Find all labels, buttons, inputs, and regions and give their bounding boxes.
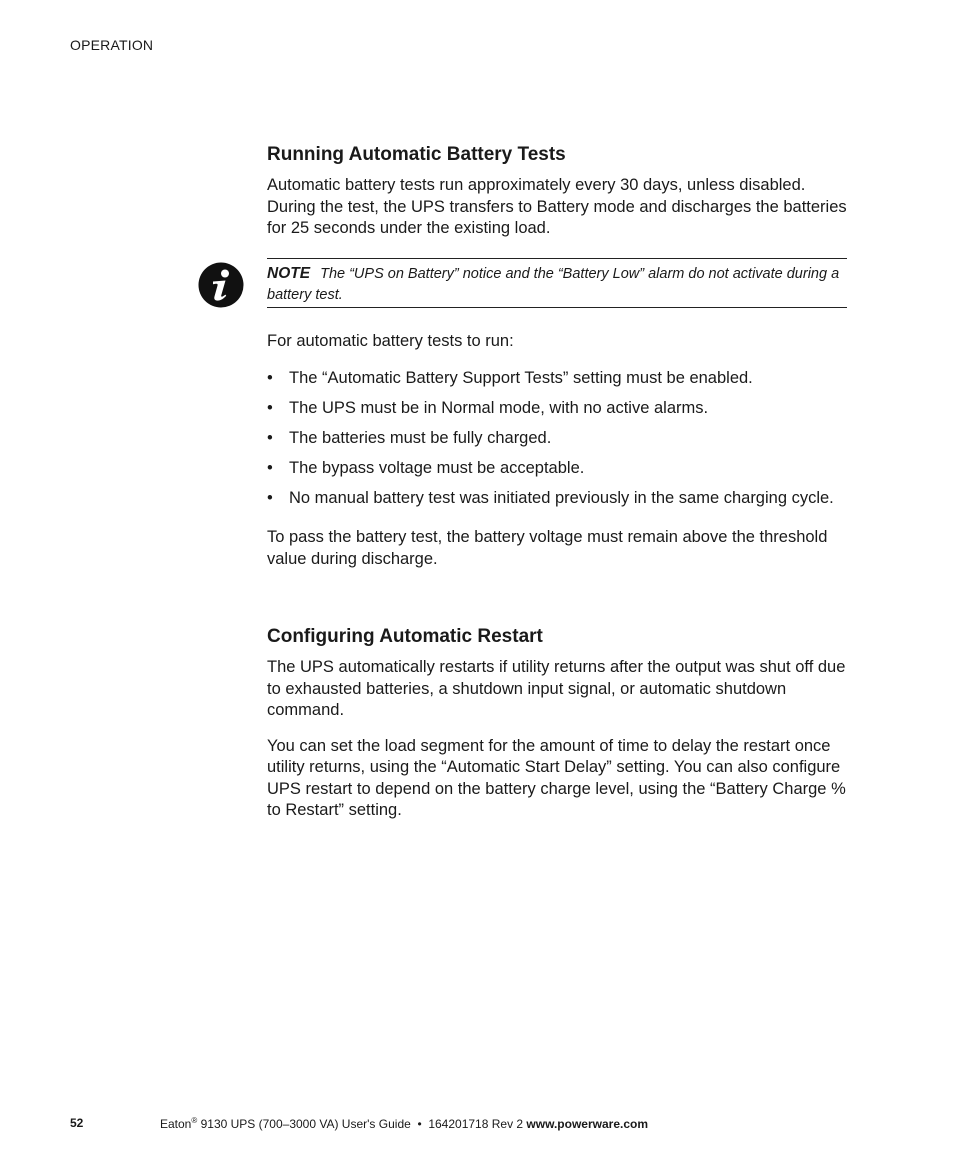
bullet-glyph: • <box>267 368 273 387</box>
footer-citation <box>160 1116 648 1131</box>
bullet-glyph: • <box>267 458 273 477</box>
list-item: • The batteries must be fully charged. <box>267 428 849 450</box>
page-number: 52 <box>70 1116 84 1130</box>
note-box <box>267 258 847 308</box>
heading-automatic-restart: Configuring Automatic Restart <box>267 626 543 647</box>
footer-brand: Eaton <box>160 1117 192 1131</box>
list-item: • The UPS must be in Normal mode, with no active alarms. <box>267 398 849 420</box>
restart-paragraph-1: The UPS automatically restarts if utility returns after the output was shut off due to exhausted batteries, a shutdown input signal, or automatic shutdown command. <box>267 658 846 719</box>
footer-website: www.powerware.com <box>526 1117 648 1131</box>
bullet-glyph: • <box>267 428 273 447</box>
bullet-glyph: • <box>267 398 273 417</box>
info-icon <box>198 262 244 308</box>
conditions-intro: For automatic battery tests to run: <box>267 332 514 350</box>
running-header: OPERATION <box>70 37 154 53</box>
intro-paragraph: Automatic battery tests run approximately every 30 days, unless disabled. During the test, the UPS transfers to Battery mode and discharges the batteries for 25 seconds under the existing load. <box>267 176 847 237</box>
note-label: NOTE <box>267 265 311 282</box>
footer-guide: 9130 UPS (700–3000 VA) User's Guide • 164201718 Rev 2 <box>197 1117 527 1131</box>
note-body: The “UPS on Battery” notice and the “Battery Low” alarm do not activate during a battery test. <box>267 266 840 303</box>
conditions-list <box>267 368 849 510</box>
bullet-glyph: • <box>267 488 273 507</box>
list-item: • No manual battery test was initiated previously in the same charging cycle. <box>267 488 849 510</box>
registered-mark: ® <box>191 1116 198 1125</box>
conditions-block <box>267 331 849 570</box>
heading-running-tests: Running Automatic Battery Tests <box>267 144 566 165</box>
closing-paragraph: To pass the battery test, the battery voltage must remain above the threshold value during discharge. <box>267 528 828 568</box>
note-text-block <box>267 263 847 306</box>
list-item: • The bypass voltage must be acceptable. <box>267 458 849 480</box>
restart-paragraph-2: You can set the load segment for the amount of time to delay the restart once utility returns, using the “Automatic Start Delay” setting. You can also configure UPS restart to depend on the battery charge level, using the “Battery Charge % to Restart” setting. <box>267 736 846 819</box>
section-running-tests <box>267 143 849 240</box>
list-item: • The “Automatic Battery Support Tests” setting must be enabled. <box>267 368 849 390</box>
section-automatic-restart <box>267 625 849 822</box>
